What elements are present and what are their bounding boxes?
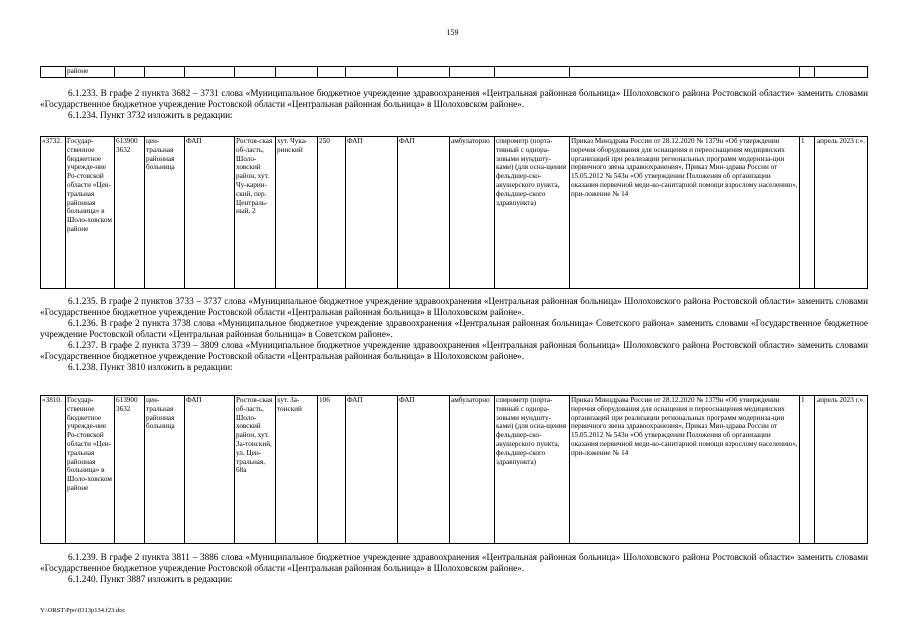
- cell-address: Ростов-ская об-ласть, Шоло-ховский район, хут. Чу-карин-ский, пер. Централь-ный, 2: [235, 137, 276, 289]
- cell-settlement: хут. За-тонский: [276, 396, 318, 544]
- cell-code: 613900 3632: [115, 137, 145, 289]
- cell-order: Приказ Минздрава России от 28.12.2020 № 1379н «Об утверждении перечня оборудования для оснащения и переоснащения медицинских организаций при реализации региональных программ модерниза-ции первичного звена здравоохранения», Приказ Мин-здрава России от 15.05.2012 № 543н «Об утверждении Положения об организации оказания первичной меди-ко-санитарной помощи взрослому населению», при-ложение № 14: [570, 137, 800, 289]
- table-cell: районе: [66, 67, 115, 78]
- cell-code: 613900 3632: [115, 396, 145, 544]
- cell-type3: ФАП: [398, 396, 450, 544]
- cell-order: Приказ Минздрава России от 28.12.2020 № 1379н «Об утверждении перечня оборудования для оснащения и переоснащения медицинских организаций при реализации региональных программ модерниза-ции первичного звена здравоохранения», Приказ Мин-здрава России от 15.05.2012 № 543н «Об утверждении Положения об организации оказания первичной меди-ко-санитарной помощи взрослому населению», при-ложение № 14: [570, 396, 800, 544]
- cell-population: 250: [318, 137, 346, 289]
- page-number: 159: [446, 28, 459, 37]
- file-path-footer: Y:\ORST\Ppo\0313p134.f23.doc: [40, 607, 126, 614]
- cell-org: Государ-ственное бюджетное учрежде-ние Ро-стовской области «Цен-тральная районная больница» в Шоло-ховском районе: [66, 396, 115, 544]
- paragraph: 6.1.234. Пункт 3732 изложить в редакции:: [68, 110, 233, 120]
- paragraph: 6.1.240. Пункт 3887 изложить в редакции:: [68, 574, 233, 584]
- cell-equipment: спирометр (порта-тивный с однора-зовыми мундшту-ками) (для осна-щения фельдшер-ско-акушерского пункта, фельдшер-ского здравпункта): [495, 137, 570, 289]
- cell-date: апрель 2023 г.».: [815, 137, 868, 289]
- cell-population: 106: [318, 396, 346, 544]
- cell-num: «3810.: [41, 396, 66, 544]
- cell-type2: ФАП: [346, 137, 398, 289]
- amendment-block-2: [40, 296, 868, 373]
- cell-settlement: хут. Чука-ринский: [276, 137, 318, 289]
- cell-num: «3732.: [41, 137, 66, 289]
- paragraph: 6.1.238. Пункт 3810 изложить в редакции:: [68, 362, 233, 372]
- cell-care: амбулаторно: [450, 137, 495, 289]
- amendment-block-3: [40, 552, 868, 585]
- cell-type3: ФАП: [398, 137, 450, 289]
- cell-address: Ростов-ская об-ласть, Шоло-ховский район, хут. За-тонский, ул. Цен-тральная, 68а: [235, 396, 276, 544]
- table-fragment-top: [40, 66, 868, 78]
- paragraph: 6.1.235. В графе 2 пунктов 3733 – 3737 слова «Муниципальное бюджетное учреждение здравоохранения «Центральная районная больница» Шолоховского района Ростовской области» заменить словами «Государственное бюджетное учреждение Ростовской области «Центральная районная больница» в Шолоховском районе».: [40, 296, 868, 317]
- cell-qty: 1: [800, 137, 815, 289]
- cell-qty: 1: [800, 396, 815, 544]
- cell-type1: ФАП: [185, 137, 235, 289]
- cell-care: амбулаторно: [450, 396, 495, 544]
- paragraph: 6.1.233. В графе 2 пункта 3682 – 3731 слова «Муниципальное бюджетное учреждение здравоохранения «Центральная районная больница» Шолоховского района Ростовской области» заменить словами «Государственное бюджетное учреждение Ростовской области «Центральная районная больница» в Шолоховском районе».: [40, 88, 868, 109]
- paragraph: 6.1.239. В графе 2 пункта 3811 – 3886 слова «Муниципальное бюджетное учреждение здравоохранения «Центральная районная больница» Шолоховского района Ростовской области» заменить словами «Государственное бюджетное учреждение Ростовской области «Центральная районная больница» в Шолоховском районе».: [40, 552, 868, 573]
- cell-district: цен-тральная районная больница: [145, 396, 185, 544]
- cell-org: Государ-ственное бюджетное учрежде-ние Ро-стовской области «Цен-тральная районная больница» в Шоло-ховском районе: [66, 137, 115, 289]
- amendment-block-1: [40, 88, 868, 121]
- cell-type2: ФАП: [346, 396, 398, 544]
- cell-district: цен-тральная районная больница: [145, 137, 185, 289]
- cell-equipment: спирометр (порта-тивный с однора-зовыми мундшту-ками) (для осна-щения фельдшер-ско-акушерского пункта, фельдшер-ского здравпункта): [495, 396, 570, 544]
- paragraph: 6.1.236. В графе 2 пункта 3738 слова «Муниципальное бюджетное учреждение здравоохранения «Центральная районная больница» Советского района» заменить словами «Государственное бюджетное учреждение Ростовской области «Центральная районная больница» в Советском районе».: [40, 318, 868, 339]
- paragraph: 6.1.237. В графе 2 пункта 3739 – 3809 слова «Муниципальное бюджетное учреждение здравоохранения «Центральная районная больница» Шолоховского района Ростовской области» заменить словами «Государственное бюджетное учреждение Ростовской области «Центральная районная больница» в Шолоховском районе».: [40, 340, 868, 361]
- table-row-3810: [40, 395, 868, 544]
- cell-date: апрель 2023 г.».: [815, 396, 868, 544]
- cell-type1: ФАП: [185, 396, 235, 544]
- table-row-3732: [40, 136, 868, 289]
